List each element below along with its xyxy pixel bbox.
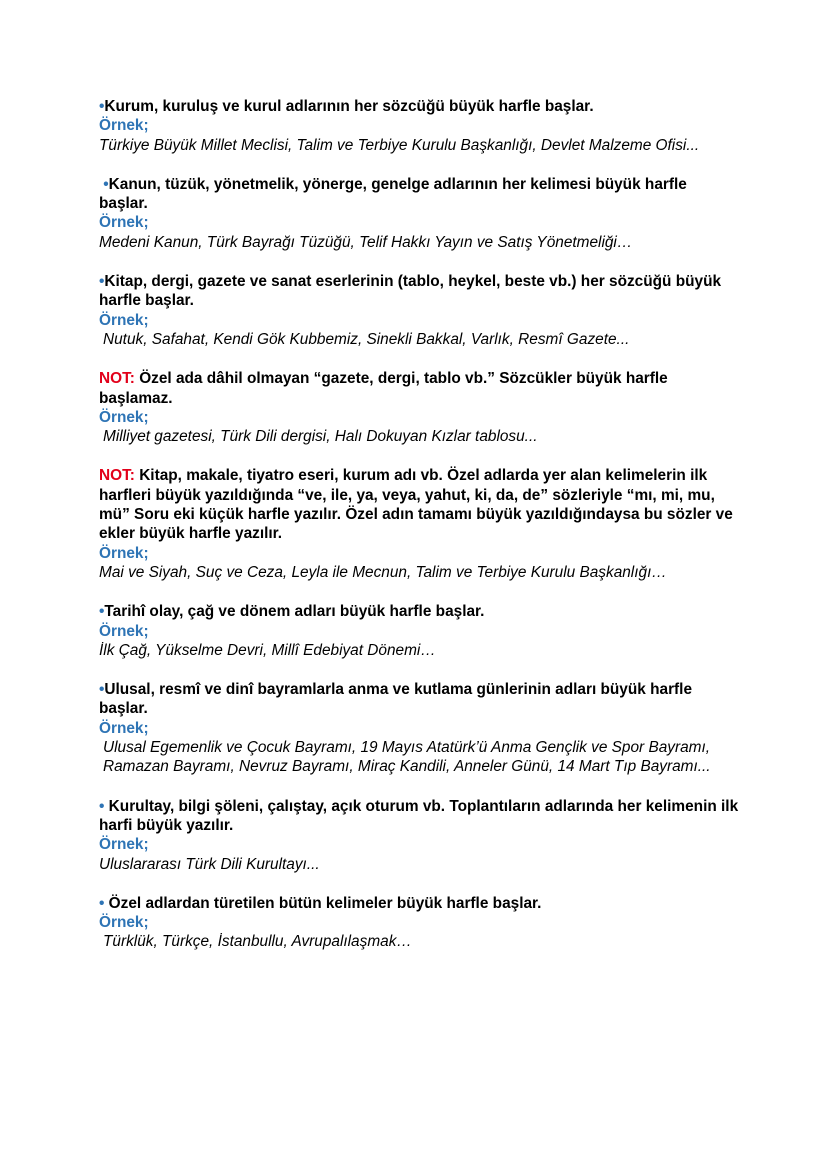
note-label: NOT:	[99, 370, 135, 388]
rule-text	[99, 175, 739, 214]
rule-text	[99, 797, 739, 836]
rule-section-laws	[99, 175, 739, 252]
rule-text	[99, 680, 739, 719]
rule-section-derived-words	[99, 894, 739, 952]
example-text: Nutuk, Safahat, Kendi Gök Kubbemiz, Sinekli Bakkal, Varlık, Resmî Gazete...	[103, 330, 630, 348]
rule-section-meetings	[99, 797, 739, 874]
rule-section-works	[99, 272, 739, 349]
document-page	[99, 97, 739, 952]
example-text: Uluslararası Türk Dili Kurultayı...	[99, 855, 320, 873]
rule-statement: Ulusal, resmî ve dinî bayramlarla anma ve kutlama günlerinin adları büyük harfle başlar.	[99, 681, 693, 718]
example-text: Türkiye Büyük Millet Meclisi, Talim ve Terbiye Kurulu Başkanlığı, Devlet Malzeme Ofisi...	[99, 136, 700, 154]
bullet-icon: •	[99, 894, 105, 912]
example-label: Örnek;	[99, 914, 149, 932]
rule-statement: Tarihî olay, çağ ve dönem adları büyük harfle başlar.	[104, 603, 485, 621]
example-label: Örnek;	[99, 622, 149, 640]
rule-statement: Kitap, makale, tiyatro eseri, kurum adı vb. Özel adlarda yer alan kelimelerin ilk harfleri büyük yazıldığında “ve, ile, ya, veya, yahut, ki, da, de” sözleriyle “mı, mi, mu, mü” Soru eki küçük harfle yazılır. Özel adın tamamı büyük yazıldığındaysa bu sözler ve ekler büyük harfle yazılır.	[99, 467, 733, 543]
example-label: Örnek;	[99, 311, 149, 329]
bullet-icon: •	[103, 175, 109, 193]
rule-statement: Kurum, kuruluş ve kurul adlarının her sözcüğü büyük harfle başlar.	[104, 98, 594, 115]
example-label: Örnek;	[99, 719, 149, 737]
example-label: Örnek;	[99, 214, 149, 232]
bullet-icon: •	[99, 98, 105, 115]
example-text: Mai ve Siyah, Suç ve Ceza, Leyla ile Mecnun, Talim ve Terbiye Kurulu Başkanlığı…	[99, 563, 667, 581]
rule-section-holidays	[99, 680, 739, 776]
example-label: Örnek;	[99, 836, 149, 854]
bullet-icon: •	[99, 797, 105, 815]
rule-text	[99, 97, 739, 116]
example-text: Milliyet gazetesi, Türk Dili dergisi, Halı Dokuyan Kızlar tablosu...	[103, 428, 538, 446]
example-text: Medeni Kanun, Türk Bayrağı Tüzüğü, Telif Hakkı Yayın ve Satış Yönetmeliği…	[99, 233, 633, 251]
bullet-icon: •	[99, 603, 105, 621]
note-section-conjunctions	[99, 466, 739, 582]
bullet-icon: •	[99, 273, 105, 291]
example-text: İlk Çağ, Yükselme Devri, Millî Edebiyat Dönemi…	[99, 641, 436, 659]
bullet-icon: •	[99, 681, 105, 699]
rule-text	[99, 272, 739, 311]
rule-section-historical-events	[99, 602, 739, 660]
note-label: NOT:	[99, 467, 135, 485]
rule-statement: Kitap, dergi, gazete ve sanat eserlerinin (tablo, heykel, beste vb.) her sözcüğü büyük harfle başlar.	[99, 273, 722, 310]
example-text: Ulusal Egemenlik ve Çocuk Bayramı, 19 Mayıs Atatürk’ü Anma Gençlik ve Spor Bayramı, Ramazan Bayramı, Nevruz Bayramı, Miraç Kandili, Anneler Günü, 14 Mart Tıp Bayramı...	[103, 739, 711, 776]
rule-statement: Özel ada dâhil olmayan “gazete, dergi, tablo vb.” Sözcükler büyük harfle başlamaz.	[99, 370, 668, 407]
example-label: Örnek;	[99, 117, 149, 135]
rule-text	[99, 602, 739, 621]
rule-section-institutions	[99, 97, 739, 155]
example-text: Türklük, Türkçe, İstanbullu, Avrupalılaşmak…	[103, 933, 412, 951]
rule-text	[99, 369, 739, 408]
example-label: Örnek;	[99, 408, 149, 426]
rule-text	[99, 466, 739, 543]
rule-statement: Kanun, tüzük, yönetmelik, yönerge, genelge adlarının her kelimesi büyük harfle başlar.	[99, 175, 687, 213]
example-label: Örnek;	[99, 544, 149, 562]
note-section-common-nouns	[99, 369, 739, 446]
rule-statement: Özel adlardan türetilen bütün kelimeler büyük harfle başlar.	[108, 894, 542, 912]
rule-statement: Kurultay, bilgi şöleni, çalıştay, açık oturum vb. Toplantıların adlarında her kelimenin ilk harfi büyük yazılır.	[99, 797, 739, 834]
rule-text	[99, 894, 739, 913]
